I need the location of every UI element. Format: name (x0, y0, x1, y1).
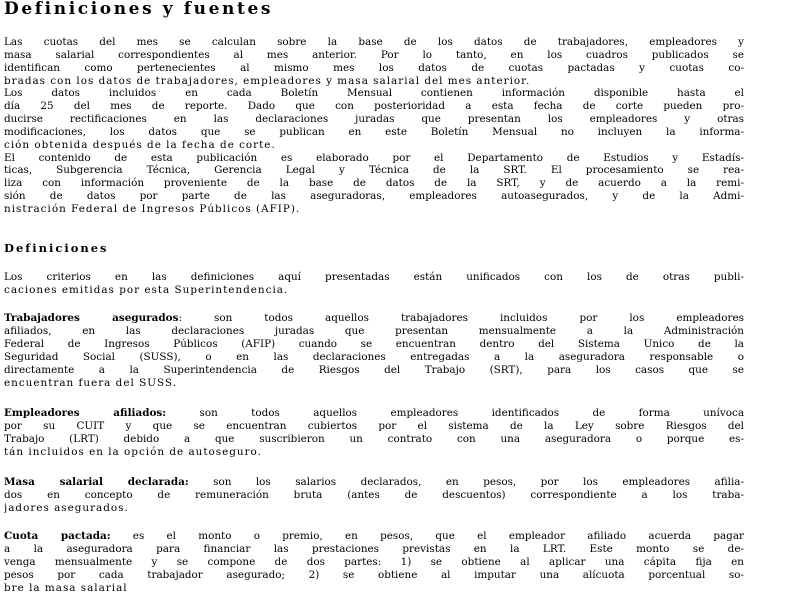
intro-line: Las cuotas del mes se calculan sobre la base de los datos de trabajadores, empleadores y (4, 36, 744, 48)
definition-line: venga mensualmente y se compone de dos partes: 1) se obtiene al aplicar una cápita fija en (4, 556, 744, 568)
definition-cuota: Cuota pactada: es el monto o premio, en pesos, que el empleador afiliado acuerda pagar (4, 530, 744, 542)
intro-line: ticas, Subgerencia Técnica, Gerencia Legal y Técnica de la SRT. El procesamiento se rea- (4, 164, 744, 176)
definition-line: encuentran fuera del SUSS. (4, 377, 177, 389)
intro-line: Los datos incluidos en cada Boletín Mensual contienen información disponible hasta el (4, 87, 744, 99)
definition-line: por su CUIT y que se encuentran cubiertos por el sistema de la Ley sobre Riesgos del (4, 420, 744, 432)
intro-line: masa salarial correspondientes al mes anterior. Por lo tanto, en los cuadros publicados se (4, 49, 744, 61)
definition-line: Trabajo (LRT) debido a que suscribieron un contrato con una aseguradora o porque es- (4, 433, 744, 445)
intro-line: día 25 del mes de reporte. Dado que con posterioridad a esta fecha de corte pueden pro- (4, 100, 744, 112)
intro-line: bradas con los datos de trabajadores, empleadores y masa salarial del mes anterior. (4, 75, 531, 87)
definition-term: Empleadores afiliados: (4, 407, 167, 419)
intro-line: ducirse rectificaciones en las declaraciones juradas que presentan los empleadores y otras (4, 113, 744, 125)
definition-line: jadores asegurados. (4, 502, 129, 514)
definition-term: Cuota pactada: (4, 530, 111, 542)
definition-line: pesos por cada trabajador asegurado; 2) se obtiene al imputar una alícuota porcentual so- (4, 569, 744, 581)
intro-line: modificaciones, los datos que se publican en este Boletín Mensual no incluyen la informa- (4, 126, 744, 138)
criterios-line: Los criterios en las definiciones aquí presentadas están unificados con los de otras publi- (4, 271, 744, 283)
definition-line: a la aseguradora para financiar las prestaciones previstas en la LRT. Este monto se de- (4, 543, 744, 555)
page-title: Definiciones y fuentes (4, 0, 274, 19)
intro-line: sión de datos por parte de las aseguradoras, empleadores autoasegurados, y de la Admi- (4, 190, 744, 202)
definition-line: directamente a la Superintendencia de Riesgos del Trabajo (SRT), para los casos que se (4, 364, 744, 376)
intro-line: El contenido de esta publicación es elaborado por el Departamento de Estudios y Estadís- (4, 152, 744, 164)
definition-term: Masa salarial declarada: (4, 476, 189, 488)
definition-trabajadores: Trabajadores asegurados: son todos aquellos trabajadores incluidos por los empleadores (4, 312, 744, 324)
definition-line: afiliados, en las declaraciones juradas que presentan mensualmente a la Administración (4, 325, 744, 337)
section-heading: Definiciones (4, 241, 109, 255)
definition-line: Federal de Ingresos Públicos (AFIP) cuando se encuentran dentro del Sistema Único de la (4, 338, 744, 350)
definition-term: Trabajadores asegurados (4, 312, 179, 324)
intro-line: identifican como pertenecientes al mismo mes los datos de cuotas pactadas y cuotas co- (4, 62, 744, 74)
intro-line: ción obtenida después de la fecha de corte. (4, 139, 276, 151)
definition-line: Seguridad Social (SUSS), o en las declaraciones entregadas a la aseguradora responsable o (4, 351, 744, 363)
definition-line: dos en concepto de remuneración bruta (antes de descuentos) correspondiente a los traba- (4, 489, 744, 501)
criterios-line: caciones emitidas por esta Superintendencia. (4, 284, 289, 296)
definition-empleadores: Empleadores afiliados: son todos aquellos empleadores identificados de forma unívoca (4, 407, 744, 419)
definition-line: bre la masa salarial (4, 582, 128, 594)
intro-line: nistración Federal de Ingresos Públicos (AFIP). (4, 203, 301, 215)
intro-line: liza con información proveniente de la base de datos de la SRT, y de acuerdo a la remi- (4, 177, 744, 189)
definition-masa: Masa salarial declarada: son los salarios declarados, en pesos, por los empleadores afilia- (4, 476, 744, 488)
definition-line: tán incluidos en la opción de autoseguro. (4, 446, 262, 458)
